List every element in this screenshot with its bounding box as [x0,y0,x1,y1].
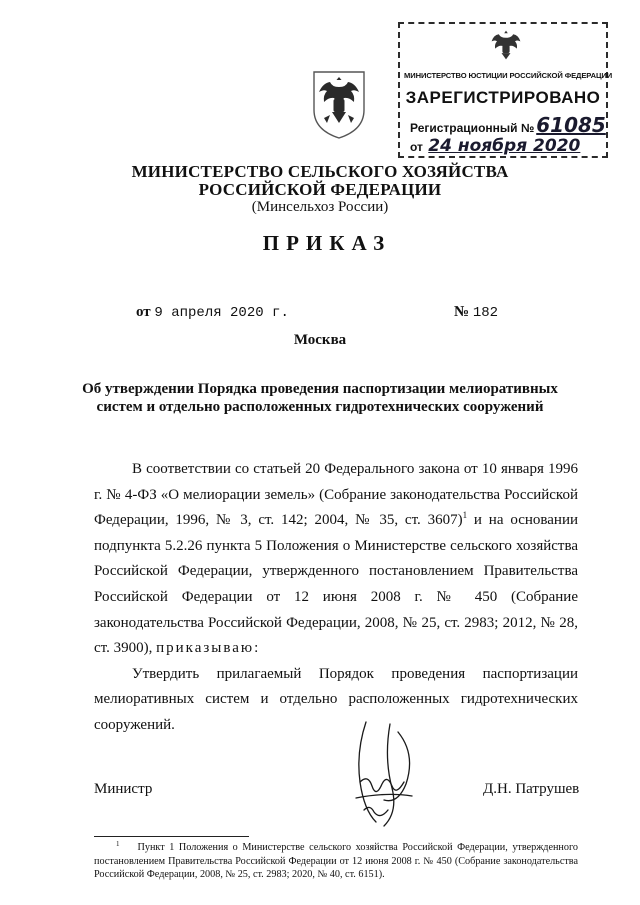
order-number [454,304,498,321]
signer-name: Д.Н. Патрушев [483,781,580,797]
order-verb: приказываю: [156,640,261,657]
double-headed-eagle-icon [488,27,524,63]
stamp-date-value: 24 ноября 2020 [428,136,581,156]
city: Москва [293,332,347,348]
order-number-value: 182 [472,305,499,321]
paragraph-1-main: В соответствии со статьей 20 Федерального закона от 10 января 1996 г. № 4-ФЗ «О мелиорации земель» (Собрание законодательства Российской Федерации, 1996, № 3, ст. 142; 2004, № 35, ст. 3607) [94,461,578,529]
body-paragraph-1 [94,457,578,662]
order-date-label: от [136,304,151,320]
footnote [94,841,578,882]
footnote-reference: 1 [462,510,468,521]
stamp-ministry: МИНИСТЕРСТВО ЮСТИЦИИ РОССИЙСКОЙ ФЕДЕРАЦИИ [404,71,613,80]
handwritten-signature [338,718,438,830]
ministry-abbreviation: (Минсельхоз России) [251,199,389,215]
footnote-number: 1 [116,839,120,848]
coat-of-arms-icon [306,66,372,142]
stamp-registered: ЗАРЕГИСТРИРОВАНО [405,88,601,107]
order-subject: Об утверждении Порядка проведения паспортизации мелиоративных систем и отдельно расположенных гидротехнических сооружений [82,381,558,415]
ministry-name-line-2: РОССИЙСКОЙ ФЕДЕРАЦИИ [198,180,442,199]
stamp-reg-label: Регистрационный № [410,121,535,135]
paragraph-1-rest: и на основании подпункта 5.2.26 пункта 5 Положения о Министерстве сельского хозяйства Российской Федерации, утвержденного постановлением Правительства Российской Федерации от 12 июня 2008 г. № 450 (Собрание законодательства Российской Федерации, 2008, № 25, ст. 2983; 2012, № 28, ст. 3900), [94,512,578,657]
order-body [94,457,578,739]
stamp-date-line [410,136,580,156]
footnote-divider [94,836,249,837]
signer-position: Министр [94,781,153,797]
stamp-reg-number: 61085 [536,113,606,137]
footnote-text: Пункт 1 Положения о Министерстве сельского хозяйства Российской Федерации, утвержденного постановлением Правительства Российской Федерации от 12 июня 2008 г. № 450 (Собрание законодательства Российской Федерации, 2008, № 25, ст. 2983; 2020, № 40, ст. 6151). [94,842,578,880]
order-number-label: № [454,304,470,320]
stamp-date-label: от [410,140,423,154]
order-date [136,304,289,321]
document-type-title: ПРИКАЗ [262,231,392,255]
registration-stamp [398,22,613,158]
order-date-value: 9 апреля 2020 г. [154,305,289,321]
body-paragraph-2: Утвердить прилагаемый Порядок проведения паспортизации мелиоративных систем и отдельно расположенных гидротехнических сооружений. [94,665,578,733]
stamp-registration-line [410,113,606,137]
ministry-name-line-1: МИНИСТЕРСТВО СЕЛЬСКОГО ХОЗЯЙСТВА [131,162,509,181]
